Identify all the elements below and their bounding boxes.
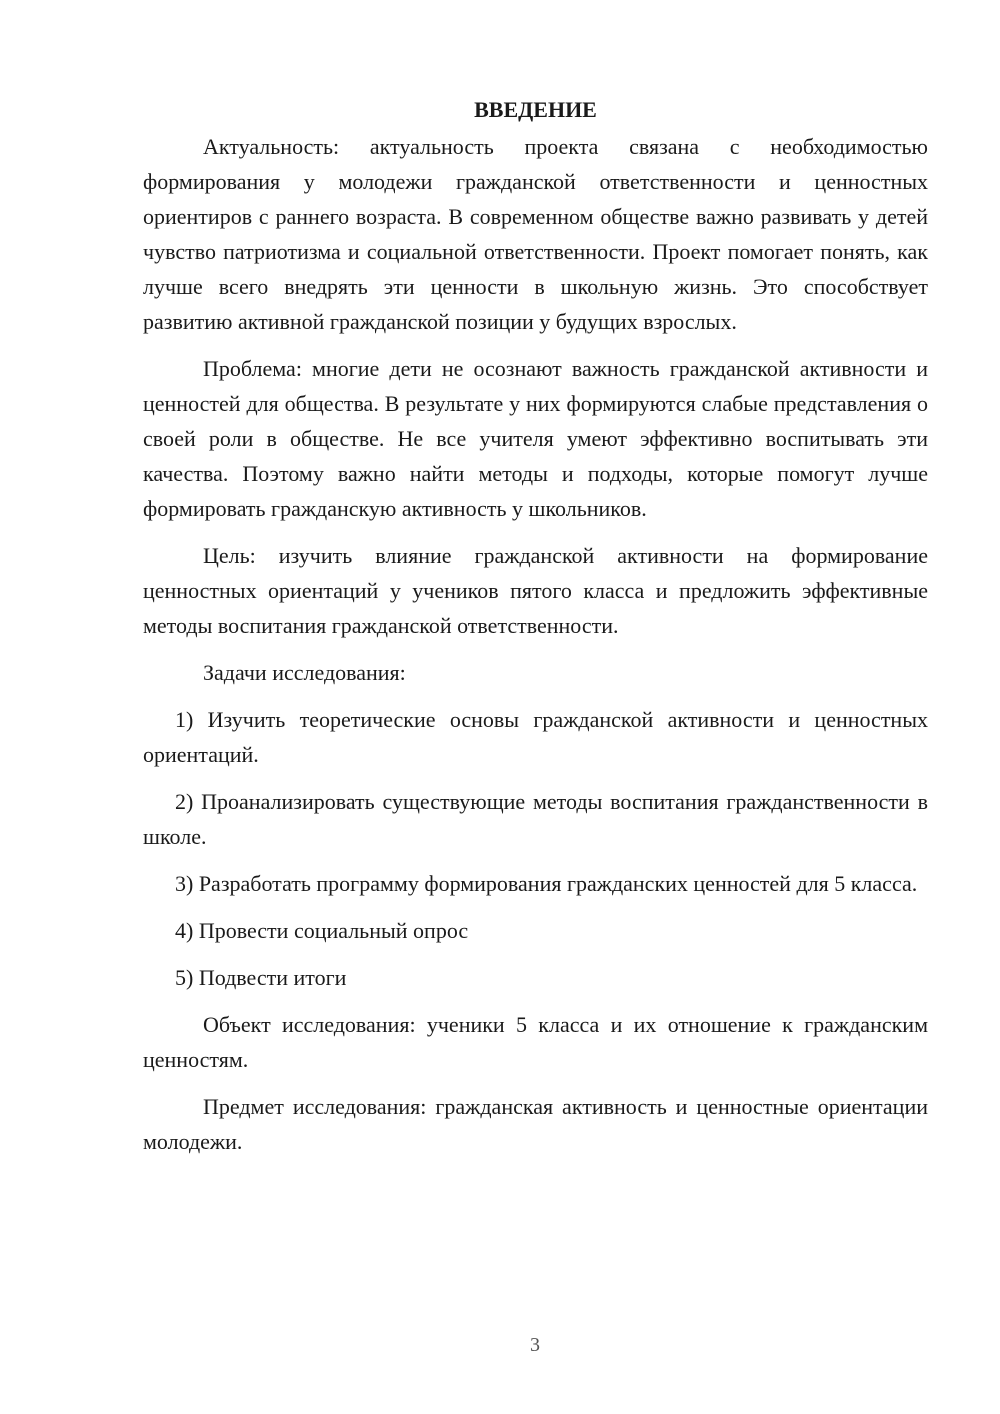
list-item: 2) Проанализировать существующие методы воспитания гражданственности в школе.	[143, 789, 928, 849]
list-item: 1) Изучить теоретические основы гражданской активности и ценностных ориентаций.	[143, 707, 928, 767]
object-paragraph: Объект исследования: ученики 5 класса и их отношение к гражданским ценностям.	[143, 1012, 928, 1072]
page-number: 3	[530, 1334, 540, 1356]
list-item: 4) Провести социальный опрос	[175, 918, 469, 943]
subject-paragraph: Предмет исследования: гражданская активность и ценностные ориентации молодежи.	[143, 1094, 928, 1154]
goal-paragraph: Цель: изучить влияние гражданской активности на формирование ценностных ориентаций у учеников пятого класса и предложить эффективные методы воспитания гражданской ответственности.	[143, 543, 928, 638]
list-item: 3) Разработать программу формирования гражданских ценностей для 5 класса.	[175, 871, 918, 896]
tasks-list	[143, 702, 928, 995]
page-title: ВВЕДЕНИЕ	[474, 97, 597, 122]
relevance-paragraph: Актуальность: актуальность проекта связана с необходимостью формирования у молодежи гражданской ответственности и ценностных ориентиров с раннего возраста. В современном обществе важно развивать у детей чувство патриотизма и социальной ответственности. Проект помогает понять, как лучше всего внедрять эти ценности в школьную жизнь. Это способствует развитию активной гражданской позиции у будущих взрослых.	[143, 134, 928, 334]
list-item: 5) Подвести итоги	[175, 965, 347, 990]
page-content	[143, 92, 928, 1171]
tasks-heading: Задачи исследования:	[203, 660, 406, 685]
problem-paragraph: Проблема: многие дети не осознают важность гражданской активности и ценностей для общества. В результате у них формируются слабые представления о своей роли в обществе. Не все учителя умеют эффективно воспитывать эти качества. Поэтому важно найти методы и подходы, которые помогут лучше формировать гражданскую активность у школьников.	[143, 356, 928, 521]
